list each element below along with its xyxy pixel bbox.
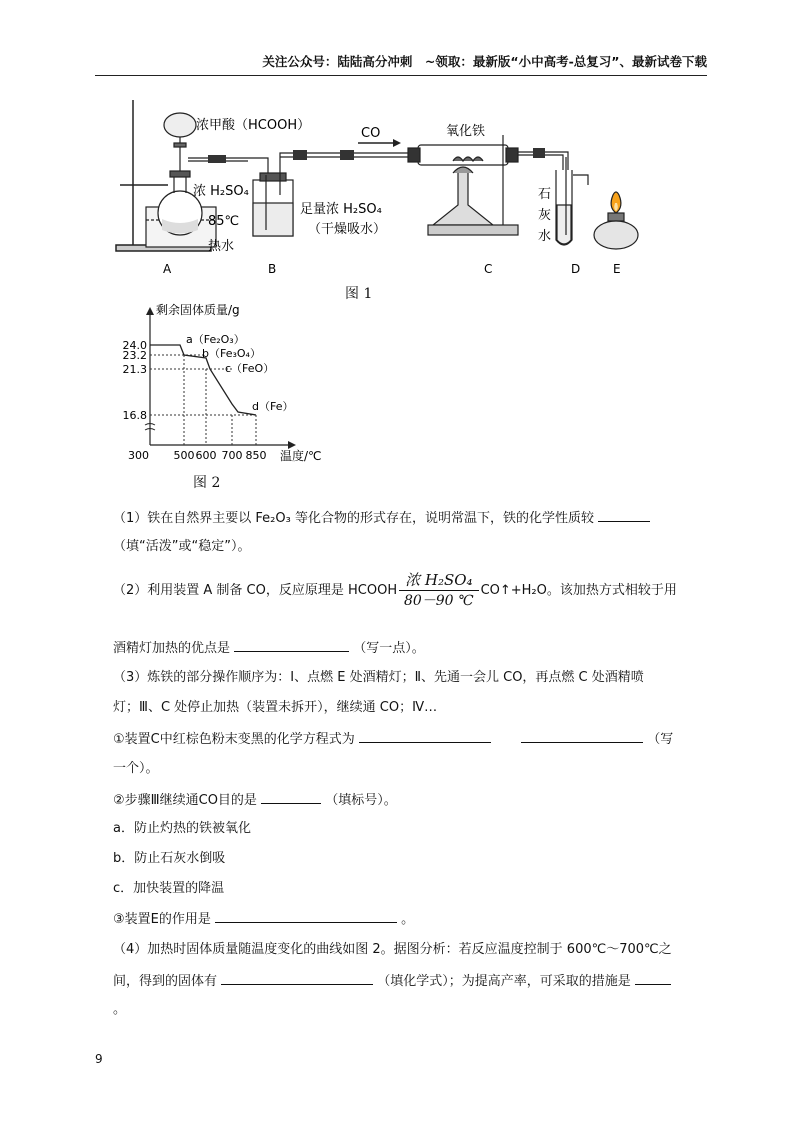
option-a: a．防止灼热的铁被氧化 xyxy=(113,821,251,836)
mass-temperature-chart xyxy=(122,300,338,470)
q3-2-blank[interactable] xyxy=(261,789,321,804)
page-number: 9 xyxy=(95,1052,103,1066)
question-4-line3: 。 xyxy=(113,1002,127,1017)
x-tick-label: 500 xyxy=(173,449,195,462)
label-c: C xyxy=(484,262,493,276)
y-axis-label: 剩余固体质量/g xyxy=(156,303,240,317)
question-1-line2: （填“活泼”或“稳定”）。 xyxy=(113,539,251,554)
question-3-1-line2: 一个）。 xyxy=(113,761,159,776)
flask-a xyxy=(146,171,216,247)
question-3-line2: 灯；Ⅲ、C 处停止加热（装置未拆开），继续通 CO；Ⅳ… xyxy=(113,700,438,715)
label-limewater-3: 水 xyxy=(538,229,552,244)
q3-1-end: （写 xyxy=(647,732,674,747)
y-tick-label: 21.3 xyxy=(122,363,147,376)
q4-blank-b[interactable] xyxy=(635,970,671,985)
page-header: 关注公众号：陆陆高分冲刺 ~领取：最新版“小中高考-总复习”、最新试卷下载 xyxy=(95,52,707,76)
q3-2-end: （填标号）。 xyxy=(325,793,397,808)
label-limewater-2: 灰 xyxy=(538,208,552,223)
label-e: E xyxy=(613,262,621,276)
question-1-line1 xyxy=(113,507,650,529)
label-co: CO xyxy=(361,126,381,141)
apparatus-figure xyxy=(108,95,668,285)
y-tick-label: 24.0 xyxy=(122,339,147,352)
point-label: a（Fe₂O₃） xyxy=(186,333,245,346)
question-3-3 xyxy=(113,908,414,930)
label-fe2o3: 氧化铁 xyxy=(446,124,486,139)
question-3-1 xyxy=(113,728,673,750)
point-label: d（Fe） xyxy=(252,400,294,413)
x-tick-label: 600 xyxy=(195,449,217,462)
label-hotwater: 热水 xyxy=(208,239,235,254)
y-axis-arrow xyxy=(146,307,154,315)
label-absorb: （干燥吸水） xyxy=(308,222,387,237)
label-limewater-1: 石 xyxy=(538,187,552,202)
q3-3-end: 。 xyxy=(401,912,415,927)
label-h2so4: 浓 H₂SO₄ xyxy=(193,184,249,199)
question-4-line1: （4）加热时固体质量随温度变化的曲线如图 2。据图分析：若反应温度控制于 600℃～700℃之 xyxy=(113,942,672,957)
q2-text-b: CO↑+H₂O。该加热方式相较于用 xyxy=(480,583,677,598)
q2-text: （2）利用装置 A 制备 CO，反应原理是 HCOOH xyxy=(113,583,398,598)
tube-c xyxy=(408,135,518,235)
figure2-caption: 图 2 xyxy=(193,475,221,491)
label-excess-h2so4: 足量浓 H₂SO₄ xyxy=(300,202,382,217)
option-c: c．加快装置的降温 xyxy=(113,881,225,896)
q3-2-text: ②步骤Ⅲ继续通CO目的是 xyxy=(113,793,257,808)
q4-text-b: 间，得到的固体有 xyxy=(113,974,218,989)
x-axis-label: 温度/℃ xyxy=(280,449,322,463)
figure1-caption: 图 1 xyxy=(345,286,373,302)
point-label: b（Fe₃O₄） xyxy=(202,347,261,360)
point-label: c（FeO） xyxy=(225,362,275,375)
q3-1-text: ①装置C中红棕色粉末变黑的化学方程式为 xyxy=(113,732,355,747)
x-tick-label: 700 xyxy=(221,449,243,462)
option-b: b．防止石灰水倒吸 xyxy=(113,851,226,866)
y-tick-label: 23.2 xyxy=(122,349,147,362)
q3-3-text: ③装置E的作用是 xyxy=(113,912,211,927)
test-tube-d xyxy=(556,157,588,245)
question-4-line2 xyxy=(113,970,671,992)
q4-text-c: （填化学式）；为提高产率，可采取的措施是 xyxy=(377,974,631,989)
q2-text-d: （写一点）。 xyxy=(353,641,425,656)
x-tick-label: 850 xyxy=(245,449,267,462)
label-a: A xyxy=(163,262,172,276)
label-b: B xyxy=(268,262,277,276)
q2-text-c: 酒精灯加热的优点是 xyxy=(113,641,231,656)
condition-top: 浓 H₂SO₄ xyxy=(399,570,478,591)
label-acid: 浓甲酸（HCOOH） xyxy=(196,118,311,133)
q3-1-blank-b[interactable] xyxy=(521,728,643,743)
q1-text: （1）铁在自然界主要以 Fe₂O₃ 等化合物的形式存在，说明常温下，铁的化学性质较 xyxy=(113,511,594,526)
y-tick-label: 16.8 xyxy=(122,409,147,422)
reaction-condition xyxy=(399,570,478,611)
dropping-funnel xyxy=(164,113,196,173)
burner-e xyxy=(594,192,638,249)
q4-blank-a[interactable] xyxy=(221,970,373,985)
question-2-line2 xyxy=(113,637,425,659)
question-3-line1: （3）炼铁的部分操作顺序为：Ⅰ、点燃 E 处酒精灯；Ⅱ、先通一会儿 CO，再点燃 C 处酒精喷 xyxy=(113,670,644,685)
x-tick-label: 300 xyxy=(128,449,149,462)
label-temp: 85℃ xyxy=(208,214,240,229)
x-axis-arrow xyxy=(288,441,296,449)
question-2-line1 xyxy=(113,570,677,611)
bottle-b xyxy=(253,173,293,236)
q1-blank[interactable] xyxy=(598,507,650,522)
label-d: D xyxy=(571,262,581,276)
condition-bottom: 80－90 ℃ xyxy=(403,593,474,609)
q3-3-blank[interactable] xyxy=(215,908,397,923)
q2-blank[interactable] xyxy=(234,637,349,652)
question-3-2 xyxy=(113,789,397,811)
q3-1-blank-a[interactable] xyxy=(359,728,491,743)
